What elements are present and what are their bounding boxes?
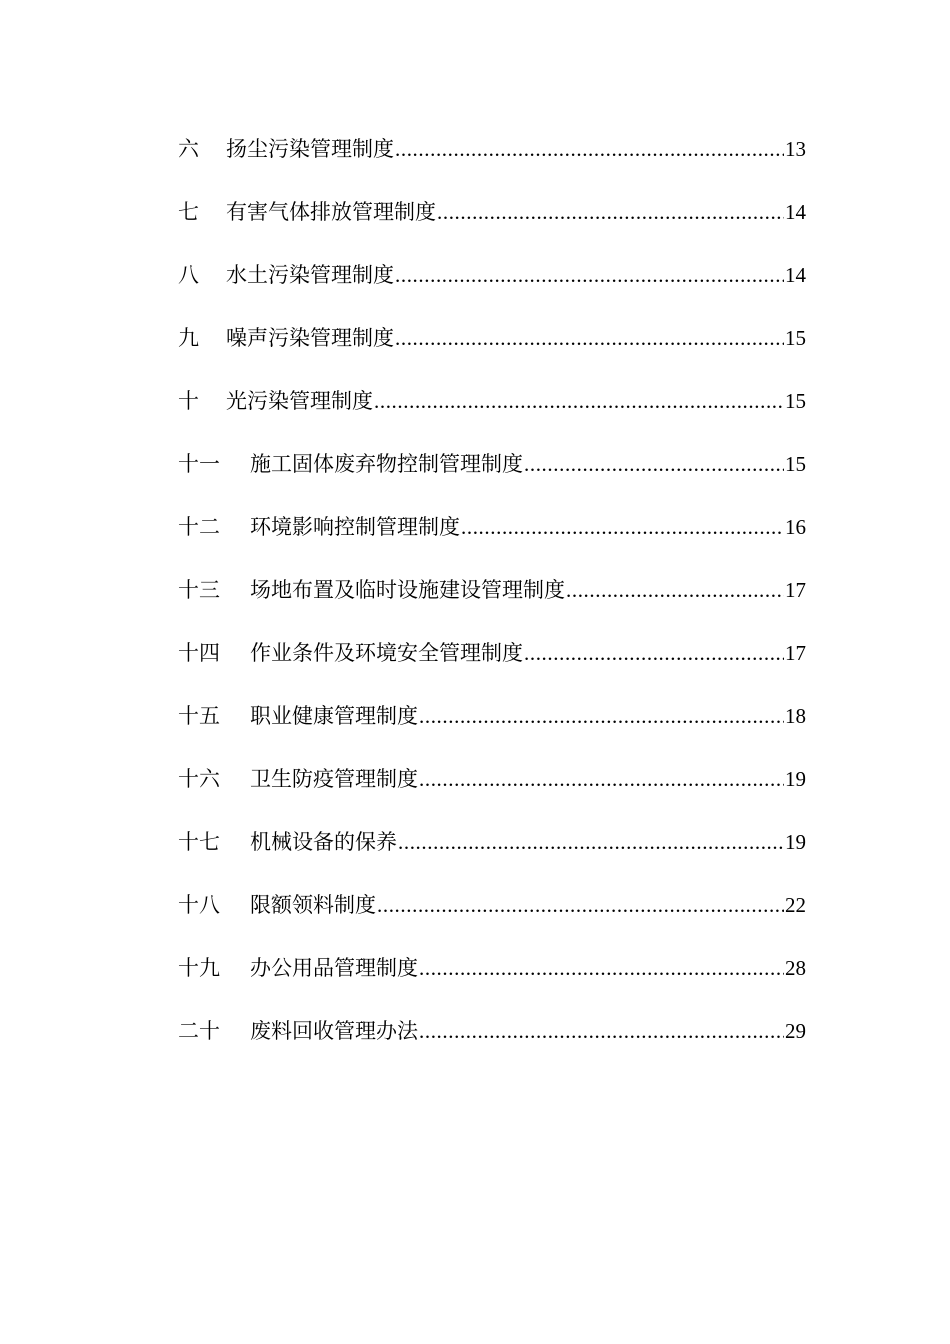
toc-entry[interactable]: [178, 189, 806, 252]
toc-entry-number: 十一: [178, 452, 220, 476]
toc-entry-title: 环境影响控制管理制度: [250, 515, 460, 539]
toc-entry-title: 限额领料制度: [250, 893, 376, 917]
toc-entry[interactable]: [178, 567, 806, 630]
toc-entry-number: 十五: [178, 704, 220, 728]
toc-entry[interactable]: [178, 882, 806, 945]
toc-entry-page: 17: [785, 578, 806, 602]
toc-dot-leader: [395, 252, 784, 298]
toc-entry-page: 22: [785, 893, 806, 917]
toc-dot-leader: [419, 756, 784, 802]
toc-entry[interactable]: [178, 693, 806, 756]
toc-entry-title: 扬尘污染管理制度: [226, 137, 394, 161]
toc-entry-title: 废料回收管理办法: [250, 1019, 418, 1043]
toc-dot-leader: [374, 378, 784, 424]
toc-entry-title: 办公用品管理制度: [250, 956, 418, 980]
toc-entry-page: 28: [785, 956, 806, 980]
toc-entry-page: 13: [785, 137, 806, 161]
toc-entry-number: 十八: [178, 893, 220, 917]
toc-entry-number: 九: [178, 326, 199, 350]
toc-entry-number: 二十: [178, 1019, 220, 1043]
toc-entry-page: 18: [785, 704, 806, 728]
toc-entry[interactable]: [178, 126, 806, 189]
toc-entry-title: 机械设备的保养: [250, 830, 397, 854]
toc-entry-page: 14: [785, 263, 806, 287]
toc-entry-page: 16: [785, 515, 806, 539]
toc-entry[interactable]: [178, 504, 806, 567]
toc-dot-leader: [524, 441, 784, 487]
toc-entry-page: 19: [785, 767, 806, 791]
toc-entry-page: 29: [785, 1019, 806, 1043]
toc-dot-leader: [566, 567, 784, 613]
toc-entry-page: 17: [785, 641, 806, 665]
toc-entry-title: 施工固体废弃物控制管理制度: [250, 452, 523, 476]
toc-entry-number: 十三: [178, 578, 220, 602]
toc-entry-title: 水土污染管理制度: [226, 263, 394, 287]
toc-entry-title: 噪声污染管理制度: [226, 326, 394, 350]
toc-entry-number: 六: [178, 137, 199, 161]
toc-entry-title: 场地布置及临时设施建设管理制度: [250, 578, 565, 602]
table-of-contents: [178, 126, 806, 1071]
toc-dot-leader: [377, 882, 784, 928]
toc-entry-title: 有害气体排放管理制度: [226, 200, 436, 224]
toc-dot-leader: [395, 126, 784, 172]
toc-entry-title: 作业条件及环境安全管理制度: [250, 641, 523, 665]
toc-entry-number: 十二: [178, 515, 220, 539]
toc-dot-leader: [419, 1008, 784, 1054]
toc-entry-number: 十六: [178, 767, 220, 791]
toc-entry[interactable]: [178, 630, 806, 693]
toc-entry[interactable]: [178, 819, 806, 882]
toc-dot-leader: [419, 945, 784, 991]
toc-dot-leader: [398, 819, 784, 865]
toc-dot-leader: [395, 315, 784, 361]
toc-entry-page: 14: [785, 200, 806, 224]
toc-entry-number: 十: [178, 389, 199, 413]
toc-entry[interactable]: [178, 945, 806, 1008]
toc-entry-number: 十七: [178, 830, 220, 854]
toc-dot-leader: [524, 630, 784, 676]
toc-entry-title: 职业健康管理制度: [250, 704, 418, 728]
toc-dot-leader: [461, 504, 784, 550]
toc-entry[interactable]: [178, 441, 806, 504]
toc-entry-number: 七: [178, 200, 199, 224]
toc-entry-title: 卫生防疫管理制度: [250, 767, 418, 791]
toc-entry[interactable]: [178, 756, 806, 819]
toc-entry[interactable]: [178, 315, 806, 378]
toc-entry[interactable]: [178, 1008, 806, 1071]
toc-entry-title: 光污染管理制度: [226, 389, 373, 413]
toc-entry-page: 15: [785, 389, 806, 413]
toc-entry[interactable]: [178, 252, 806, 315]
toc-entry-number: 八: [178, 263, 199, 287]
toc-entry-page: 15: [785, 326, 806, 350]
toc-entry-page: 19: [785, 830, 806, 854]
toc-entry-number: 十四: [178, 641, 220, 665]
toc-entry-number: 十九: [178, 956, 220, 980]
toc-entry[interactable]: [178, 378, 806, 441]
toc-dot-leader: [437, 189, 784, 235]
toc-entry-page: 15: [785, 452, 806, 476]
toc-dot-leader: [419, 693, 784, 739]
